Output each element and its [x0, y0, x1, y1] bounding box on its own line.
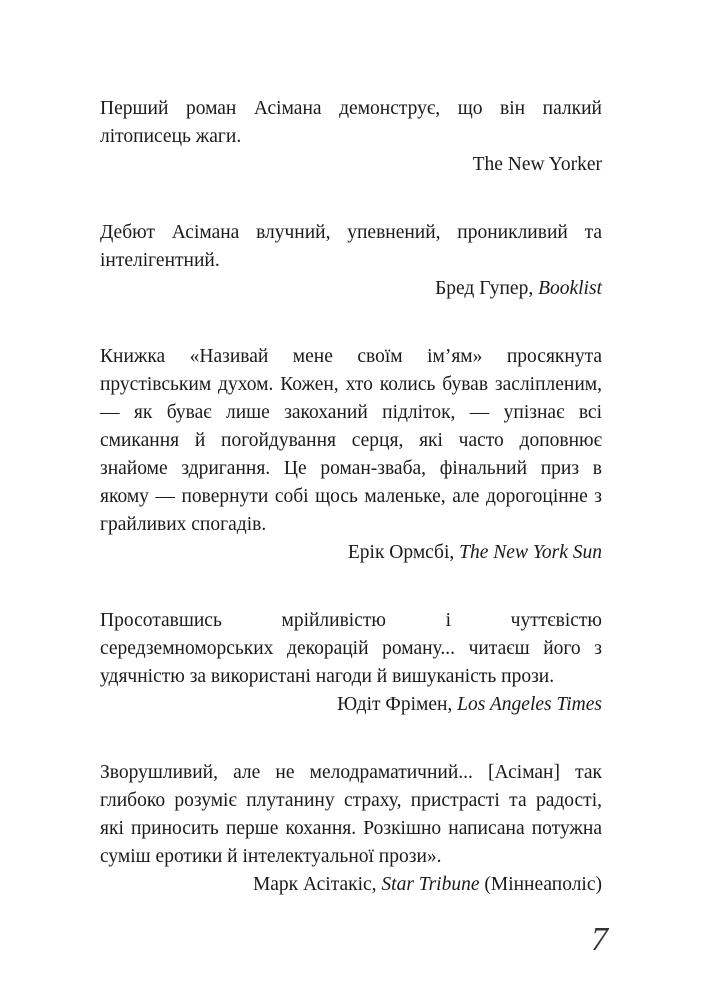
blurb-source	[100, 691, 602, 719]
blurb-source	[100, 275, 602, 303]
blurb-source	[100, 539, 602, 567]
blurb-publication: Los Angeles Times	[457, 694, 602, 715]
blurb-author: Юдіт Фрімен	[337, 694, 448, 715]
blurb-star-tribune	[100, 759, 602, 899]
blurb-los-angeles-times	[100, 607, 602, 719]
blurb-separator: ,	[371, 874, 382, 895]
blurb-source	[100, 151, 602, 179]
blurb-publication: Booklist	[538, 278, 602, 299]
blurb-source	[100, 871, 602, 899]
blurb-text: Просотавшись мрійливістю і чуттєвістю середземноморських декорацій роману... читаєш його з удячністю за використані нагоди й вишуканість прози.	[100, 610, 602, 687]
review-blurbs	[100, 95, 602, 939]
blurb-new-york-sun	[100, 343, 602, 567]
blurb-publication: The New Yorker	[472, 154, 602, 175]
blurb-separator: ,	[449, 542, 460, 563]
blurb-author: Бред Гупер	[435, 278, 529, 299]
blurb-suffix: (Міннеаполіс)	[479, 874, 602, 895]
blurb-author: Ерік Ормсбі	[347, 542, 450, 563]
blurb-text: Перший роман Асімана демонструє, що він палкий літописець жаги.	[100, 98, 602, 147]
blurb-new-yorker	[100, 95, 602, 179]
blurb-publication: The New York Sun	[459, 542, 602, 563]
blurb-publication: Star Tribune	[381, 874, 480, 895]
blurb-text: Дебют Асімана влучний, упевнений, проникливий та інтелігентний.	[100, 222, 602, 271]
blurb-text: Книжка «Називай мене своїм ім’ям» просякнута прустівським духом. Кожен, хто колись бував засліпленим, — як буває лише закоханий підліток, — упізнає всі смикання й погойдування серця, які часто доповнює знайоме здригання. Це роман-зваба, фінальний приз в якому — повернути собі щось маленьке, але дорогоцінне з грайливих спогадів.	[100, 346, 602, 535]
blurb-separator: ,	[447, 694, 458, 715]
blurb-author: Марк Асітакіс	[252, 874, 372, 895]
blurb-separator: ,	[528, 278, 539, 299]
blurb-booklist	[100, 219, 602, 303]
page-number: 7	[591, 921, 608, 958]
blurb-text: Зворушливий, але не мелодраматичний... [Асіман] так глибоко розуміє плутанину страху, пристрасті та радості, які приносить перше кохання. Розкішно написана потужна суміш еротики й інтелектуальної прози».	[100, 762, 602, 867]
